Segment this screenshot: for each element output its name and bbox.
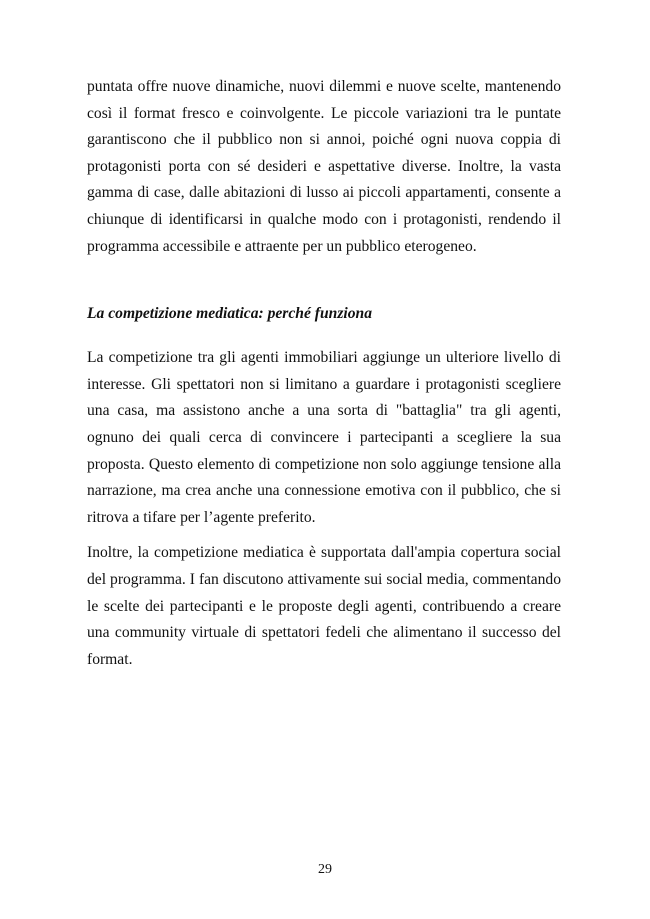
paragraph-intro: puntata offre nuove dinamiche, nuovi dilemmi e nuove scelte, mantenendo così il format fresco e coinvolgente. Le piccole variazioni tra le puntate garantiscono che il pubblico non si annoi, poiché ogni nuova coppia di protagonisti porta con sé desideri e aspettative diverse. Inoltre, la vasta gamma di case, dalle abitazioni di lusso ai piccoli appartamenti, consente a chiunque di identificarsi in qualche modo con i protagonisti, rendendo il programma accessibile e attraente per un pubblico eterogeneo.: [87, 78, 561, 255]
page-number: 29: [318, 862, 332, 877]
paragraph-social: Inoltre, la competizione mediatica è supportata dall'ampia copertura social del programma. I fan discutono attivamente sui social media, commentando le scelte dei partecipanti e le proposte degli agenti, contribuendo a creare una community virtuale di spettatori fedeli che alimentano il successo del format.: [87, 544, 561, 668]
paragraph-competition: La competizione tra gli agenti immobiliari aggiunge un ulteriore livello di interesse. Gli spettatori non si limitano a guardare i protagonisti scegliere una casa, ma assistono anche a una sorta di "battaglia" tra gli agenti, ognuno dei quali cerca di convincere i partecipanti a scegliere la sua proposta. Questo elemento di competizione non solo aggiunge tensione alla narrazione, ma crea anche una connessione emotiva con il pubblico, che si ritrova a tifare per l’agente preferito.: [87, 349, 561, 526]
page-body: [87, 74, 561, 673]
section-heading: La competizione mediatica: perché funziona: [87, 305, 372, 323]
